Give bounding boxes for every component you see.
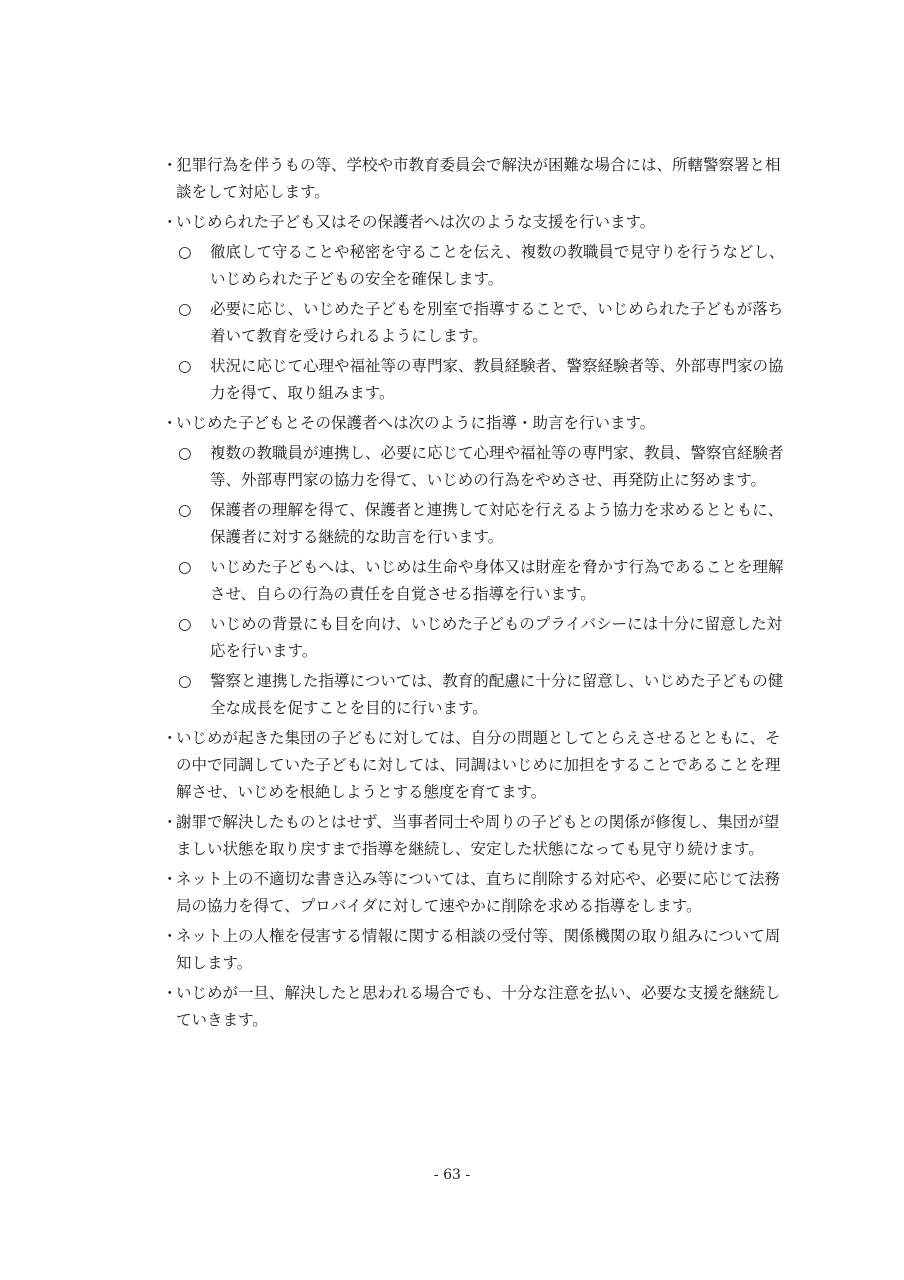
bullet-list-item xyxy=(162,923,788,977)
item-text: いじめが起きた集団の子どもに対しては、自分の問題としてとらえさせるとともに、その中で同調していた子どもに対しては、同調はいじめに加担をすることであることを理解させ、いじめを根絶しようとする態度を育てます。 xyxy=(176,729,781,801)
circle-mark: ○ xyxy=(178,243,192,261)
bullet-mark: ・ xyxy=(162,213,178,231)
item-text: 謝罪で解決したものとはせず、当事者同士や周りの子どもとの関係が修復し、集団が望ましい状態を取り戻すまで指導を継続し、安定した状態になっても見守り続けます。 xyxy=(176,813,780,858)
item-text: ネット上の人権を侵害する情報に関する相談の受付等、関係機関の取り組みについて周知します。 xyxy=(176,927,781,972)
sub-list-item xyxy=(162,554,788,608)
bullet-mark: ・ xyxy=(162,156,178,174)
sub-list-item xyxy=(162,353,788,407)
item-text: 徹底して守ることや秘密を守ることを伝え、複数の教職員で見守りを行うなどし、いじめられた子どもの安全を確保します。 xyxy=(210,243,785,288)
item-text: いじめられた子ども又はその保護者へは次のような支援を行います。 xyxy=(176,213,656,231)
circle-mark: ○ xyxy=(178,615,192,633)
sub-list-item xyxy=(162,440,788,494)
sub-list-item xyxy=(162,611,788,665)
circle-mark: ○ xyxy=(178,558,192,576)
sub-list-item xyxy=(162,239,788,293)
item-text: 複数の教職員が連携し、必要に応じて心理や福祉等の専門家、教員、警察官経験者等、外部専門家の協力を得て、いじめの行為をやめさせ、再発防止に努めます。 xyxy=(210,444,784,489)
sub-list-item xyxy=(162,296,788,350)
item-text: いじめが一旦、解決したと思われる場合でも、十分な注意を払い、必要な支援を継続していきます。 xyxy=(176,984,781,1029)
sub-list-item xyxy=(162,497,788,551)
bullet-mark: ・ xyxy=(162,870,178,888)
circle-mark: ○ xyxy=(178,444,192,462)
item-text: 犯罪行為を伴うもの等、学校や市教育委員会で解決が困難な場合には、所轄警察署と相談をして対応します。 xyxy=(176,156,781,201)
page-number: - 63 - xyxy=(433,1167,471,1183)
item-text: 保護者の理解を得て、保護者と連携して対応を行えるよう協力を求めるとともに、保護者に対する継続的な助言を行います。 xyxy=(210,501,784,546)
bullet-list-item xyxy=(162,980,788,1034)
document-body xyxy=(162,152,788,1034)
bullet-list-item xyxy=(162,410,788,437)
bullet-list-item xyxy=(162,152,788,206)
circle-mark: ○ xyxy=(178,501,192,519)
bullet-list-item xyxy=(162,209,788,236)
item-text: 必要に応じ、いじめた子どもを別室で指導することで、いじめられた子どもが落ち着いて教育を受けられるようにします。 xyxy=(210,300,784,345)
item-text: いじめた子どもへは、いじめは生命や身体又は財産を脅かす行為であることを理解させ、自らの行為の責任を自覚させる指導を行います。 xyxy=(210,558,784,603)
circle-mark: ○ xyxy=(178,672,192,690)
circle-mark: ○ xyxy=(178,300,192,318)
bullet-mark: ・ xyxy=(162,927,178,945)
item-text: いじめた子どもとその保護者へは次のように指導・助言を行います。 xyxy=(176,414,656,432)
bullet-mark: ・ xyxy=(162,729,178,747)
sub-list-item xyxy=(162,668,788,722)
item-text: 警察と連携した指導については、教育的配慮に十分に留意し、いじめた子どもの健全な成長を促すことを目的に行います。 xyxy=(210,672,784,717)
item-text: 状況に応じて心理や福祉等の専門家、教員経験者、警察経験者等、外部専門家の協力を得て、取り組みます。 xyxy=(210,357,784,402)
item-text: ネット上の不適切な書き込み等については、直ちに削除する対応や、必要に応じて法務局の協力を得て、プロバイダに対して速やかに削除を求める指導をします。 xyxy=(176,870,780,915)
bullet-mark: ・ xyxy=(162,984,178,1002)
bullet-mark: ・ xyxy=(162,414,178,432)
bullet-list-item xyxy=(162,809,788,863)
bullet-list-item xyxy=(162,866,788,920)
bullet-mark: ・ xyxy=(162,813,178,831)
bullet-list-item xyxy=(162,725,788,806)
item-text: いじめの背景にも目を向け、いじめた子どものプライバシーには十分に留意した対応を行います。 xyxy=(210,615,783,660)
circle-mark: ○ xyxy=(178,357,192,375)
